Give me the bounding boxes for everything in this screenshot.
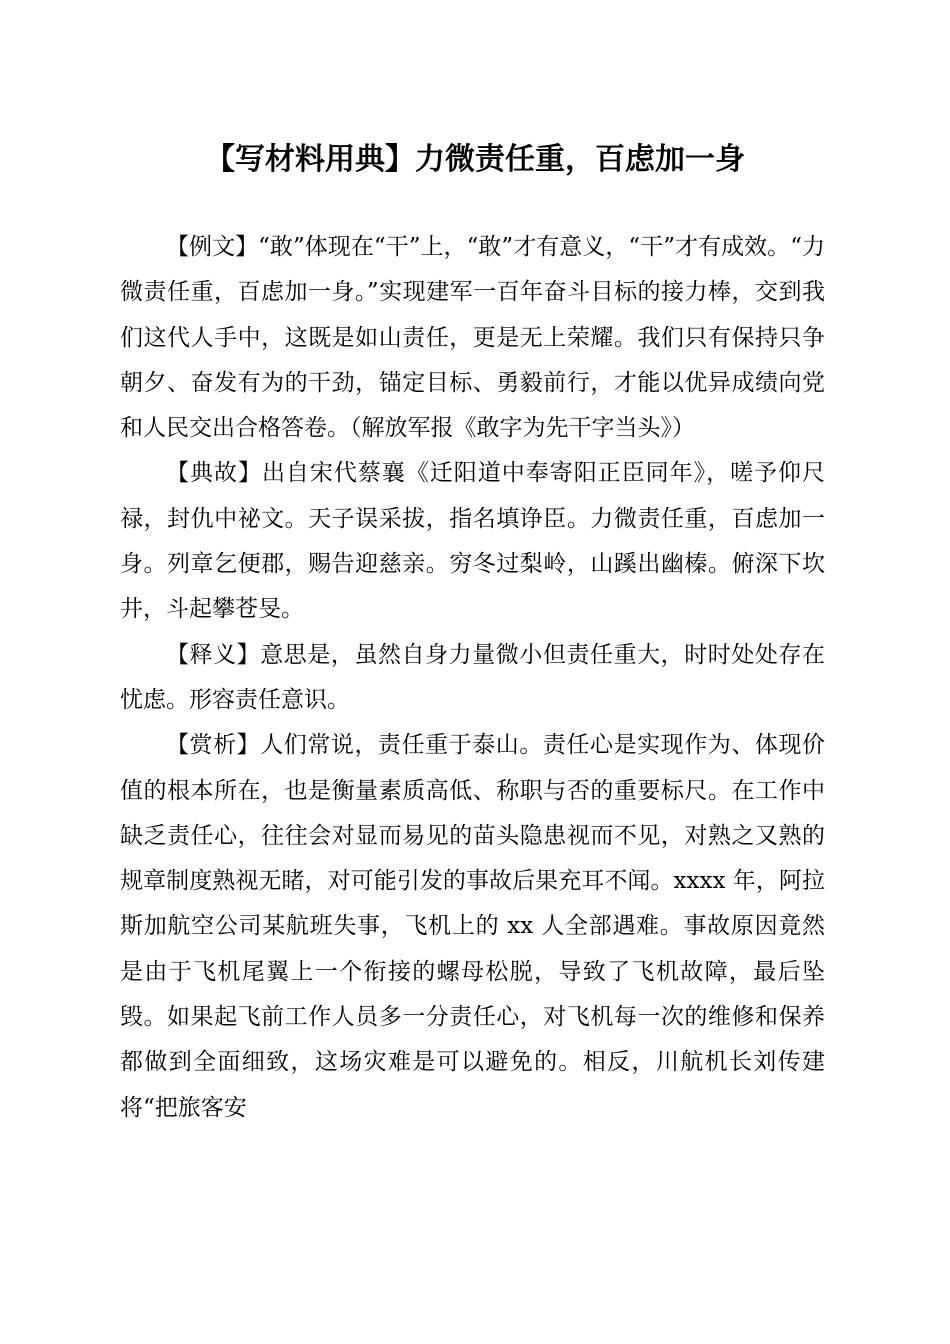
- document-title: 【写材料用典】力微责任重，百虑加一身: [205, 142, 745, 177]
- paragraph-text: 人们常说，责任重于泰山。责任心是实现作为、体现价值的根本所在，也是衡量素质高低、称职与否的重要标尺。在工作中缺乏责任心，往往会对显而易见的苗头隐患视而不见，对熟之又熟的规章制度熟视无睹，对可能引发的事故后果充耳不闻。xxxx 年，阿拉斯加航空公司某航班失事，飞机上的 xx 人全部遇难。事故原因竟然是由于飞机尾翼上一个衔接的螺母松脱，导致了飞机故障，最后坠毁。如果起飞前工作人员多一分责任心，对飞机每一次的维修和保养都做到全面细致，这场灾难是可以避免的。相反，川航机长刘传建将“把旅客安: [120, 732, 826, 1121]
- document-body: [120, 225, 825, 1131]
- paragraph-label: 【释义】: [166, 641, 261, 668]
- paragraph-text: 出自宋代蔡襄《迁阳道中奉寄阳正臣同年》，嗟予仰尺禄，封仇中祕文。天子误采拔，指名填诤臣。力微责任重，百虑加一身。列章乞便郡，赐告迎慈亲。穷冬过梨岭，山蹊出幽榛。俯深下坎井，斗起攀苍旻。: [120, 460, 826, 623]
- paragraph-example: [120, 225, 825, 451]
- paragraph-meaning: [120, 633, 825, 724]
- paragraph-text: 意思是，虽然自身力量微小但责任重大，时时处处存在忧虑。形容责任意识。: [120, 641, 826, 713]
- paragraph-allusion: [120, 451, 825, 632]
- paragraph-label: 【赏析】: [166, 732, 261, 759]
- paragraph-label: 【典故】: [166, 460, 262, 487]
- paragraph-analysis: [120, 723, 825, 1131]
- paragraph-text: “敢”体现在“干”上，“敢”才有意义，“干”才有成效。“力微责任重，百虑加一身。”实现建军一百年奋斗目标的接力棒，交到我们这代人手中，这既是如山责任，更是无上荣耀。我们只有保持只争朝夕、奋发有为的干劲，锚定目标、勇毅前行，才能以优异成绩向党和人民交出合格答卷。（解放军报《敢字为先干字当头》）: [120, 234, 826, 442]
- paragraph-label: 【例文】: [166, 234, 259, 260]
